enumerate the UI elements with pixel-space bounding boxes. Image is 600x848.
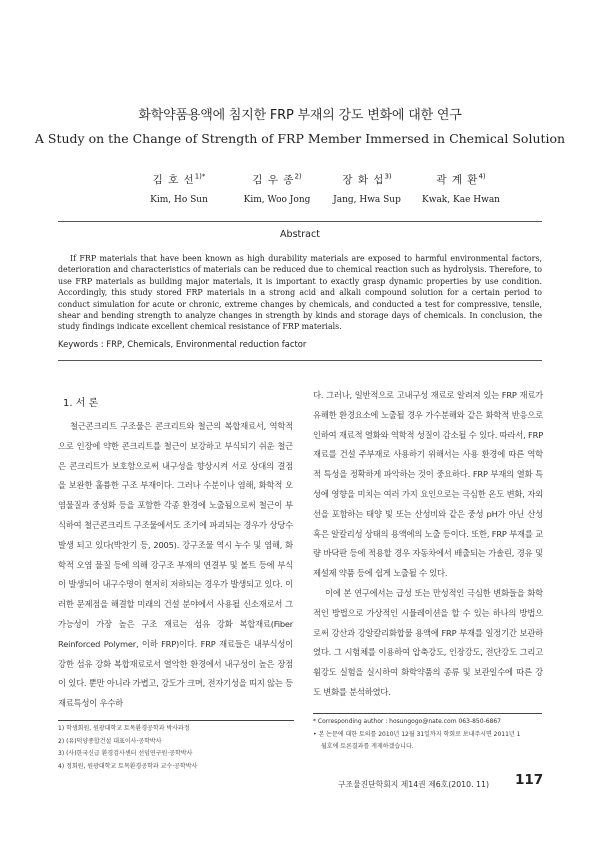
author-name-korean: 장 화 섭$^{3)}$ (342, 172, 392, 186)
body-paragraph: 이에 본 연구에서는 급성 또는 만성적인 극심한 변화들을 화학적인 방법으로 가상적인 시뮬레이션을 할 수 있는 하나의 방법으로써 강산과 강알칼리화합물 용액에 FRP 부재를 일정기간 보관하였다. 그 시험체를 이용하여 압축강도, 인장강도, 전단강도 그리고 휨강도 실험을 실시하여 화학약품의 종류 및 보관일수에 따른 강도 변화를 분석하였다. (313, 587, 543, 697)
author-name-korean: 김 우 종$^{2)}$ (252, 172, 302, 186)
footnote-rule-right (313, 713, 542, 714)
footnote-item: 2) (유)덕양종합건설 대표이사·공학박사 (58, 737, 162, 745)
author-4 (396, 172, 526, 205)
body-left-column (58, 417, 293, 714)
journal-footer: 구조물진단학회지 제14권 제6호(2010. 11) (338, 780, 490, 789)
abstract-bottom-rule (58, 360, 542, 361)
author-name-english: Kwak, Kae Hwan (422, 195, 500, 205)
footnotes-right (313, 716, 542, 754)
footnote-item: * Corresponding author : hosungogo@nate.com 063-850-6867 (313, 718, 501, 725)
footnote-item: 1) 학생회원, 원광대학교 토목환경공학과 박사과정 (58, 725, 190, 732)
author-name-english: Kim, Ho Sun (150, 195, 208, 205)
author-name-english: Jang, Hwa Sup (333, 195, 401, 205)
body-paragraph: 다. 그러나, 일반적으로 고내구성 재료로 알려져 있는 FRP 재료가 유해한 환경요소에 노출될 경우 가수분해와 같은 화학적 반응으로 인하여 재료적 열화와 역학적 성질이 감소될 수 있다. 따라서, FRP 재료를 건설 주부재로 사용하기 위해서는 사용 환경에 따른 역학적 특성을 정확하게 파악하는 것이 중요하다. FRP 부재의 열화 특성에 영향을 미치는 여러 가지 요인으로는 극심한 온도 변화, 자외선을 포함하는 태양 빛 또는 산성비와 같은 중성 pH가 아닌 산성 혹은 알칼리성 상태의 용액에의 노출 등이다. 또한, FRP 부재를 교량 바닥판 등에 적용할 경우 자동차에서 배출되는 가솔린, 경유 및 제설제 약품 등에 쉽게 노출될 수 있다. (313, 390, 543, 579)
keywords-text: : FRP, Chemicals, Environmental reduction factor (98, 339, 307, 349)
footnote-item: 월호에 토론결과를 게재하겠습니다. (321, 743, 414, 750)
body-paragraph: 철근콘크리트 구조물은 콘크리트와 철근의 복합재료서, 역학적으로 인장에 약한 콘크리트를 철근이 보강하고 부식되기 쉬운 철근은 콘크리트가 보호함으로써 내구성을 향상시켜 서로 상대의 결점을 보완한 훌륭한 구조 부재이다. 그러나 수분이나 염해, 화학적 오염물질과 중성화 등을 포함한 각종 환경에 노출됨으로써 철근이 부식하여 철근콘크리트 구조물에서도 조기에 파괴되는 경우가 상당수 발생 되고 있다(박찬기 등, 2005). 강구조물 역시 누수 및 염해, 화학적 오염 물질 등에 의해 강구조 부재의 연결부 및 볼트 등에 부식이 발생되어 내구수명이 현저히 저하되는 경우가 발생되고 있다. 이러한 문제점을 해결할 미래의 건설 분야에서 사용될 신소재로서 그 가능성이 가장 높은 구조 재료는 섬유 강화 복합재료(Fiber Reinforced Polymer, 이하 FRP)이다. FRP 재료들은 내부식성이 강한 섬유 강화 복합재료로서 열악한 환경에서 내구성이 높은 장점이 있다. 뿐만 아니라 가볍고, 강도가 크며, 전자기성을 띠지 않는 등 재료특성이 우수하 (58, 421, 293, 709)
section-heading-introduction: 1. 서 론 (63, 398, 99, 409)
author-name-korean: 곽 계 환$^{4)}$ (436, 172, 486, 186)
footnote-item: 4) 정회원, 원광대학교 토목환경공학과 교수·공학박사 (58, 762, 198, 770)
abstract-heading: Abstract (280, 229, 320, 240)
author-name-korean: 김 호 선$^{1)*}$ (152, 172, 206, 186)
footnotes-left (58, 723, 294, 773)
author-name-english: Kim, Woo Jong (243, 195, 311, 205)
page-number: 117 (515, 772, 544, 788)
paper-title-korean: 화학약품용액에 침지한 FRP 부재의 강도 변화에 대한 연구 (138, 108, 462, 123)
keywords-line (58, 339, 306, 349)
abstract-body: If FRP materials that have been known as high durability materials are exposed to harmful environmental factors, deterioration and characteristics of materials can be reduced due to chemical reaction such as hydrolysis. Therefore, to use FRP materials as building major materials, it is important to exactly grasp dynamic properties by use condition. Accordingly, this study stored FRP materials in a strong acid and alkali compound solution for a certain period to conduct simulation for acute or chronic, extreme changes by chemicals, and conducted a test for compressive, tensile, shear and bending strength to analyze changes in strength by kinds and storage days of chemicals. In conclusion, the study findings indicate excellent chemical resistance of FRP materials. (58, 254, 542, 332)
abstract-top-rule (58, 221, 542, 222)
paper-title-english: A Study on the Change of Strength of FRP Member Immersed in Chemical Solution (34, 131, 566, 146)
keywords-label: Keywords (58, 339, 99, 349)
body-right-column (313, 386, 543, 703)
footnote-rule-left (58, 720, 294, 721)
footnote-item: 3) (사)한국신급 환경검사센터 선임연구원·공학박사 (58, 750, 193, 757)
footnote-item: • 본 논문에 대한 토의를 2010년 12월 31일까지 학회로 보내주시면 2011년 1 (313, 730, 521, 738)
